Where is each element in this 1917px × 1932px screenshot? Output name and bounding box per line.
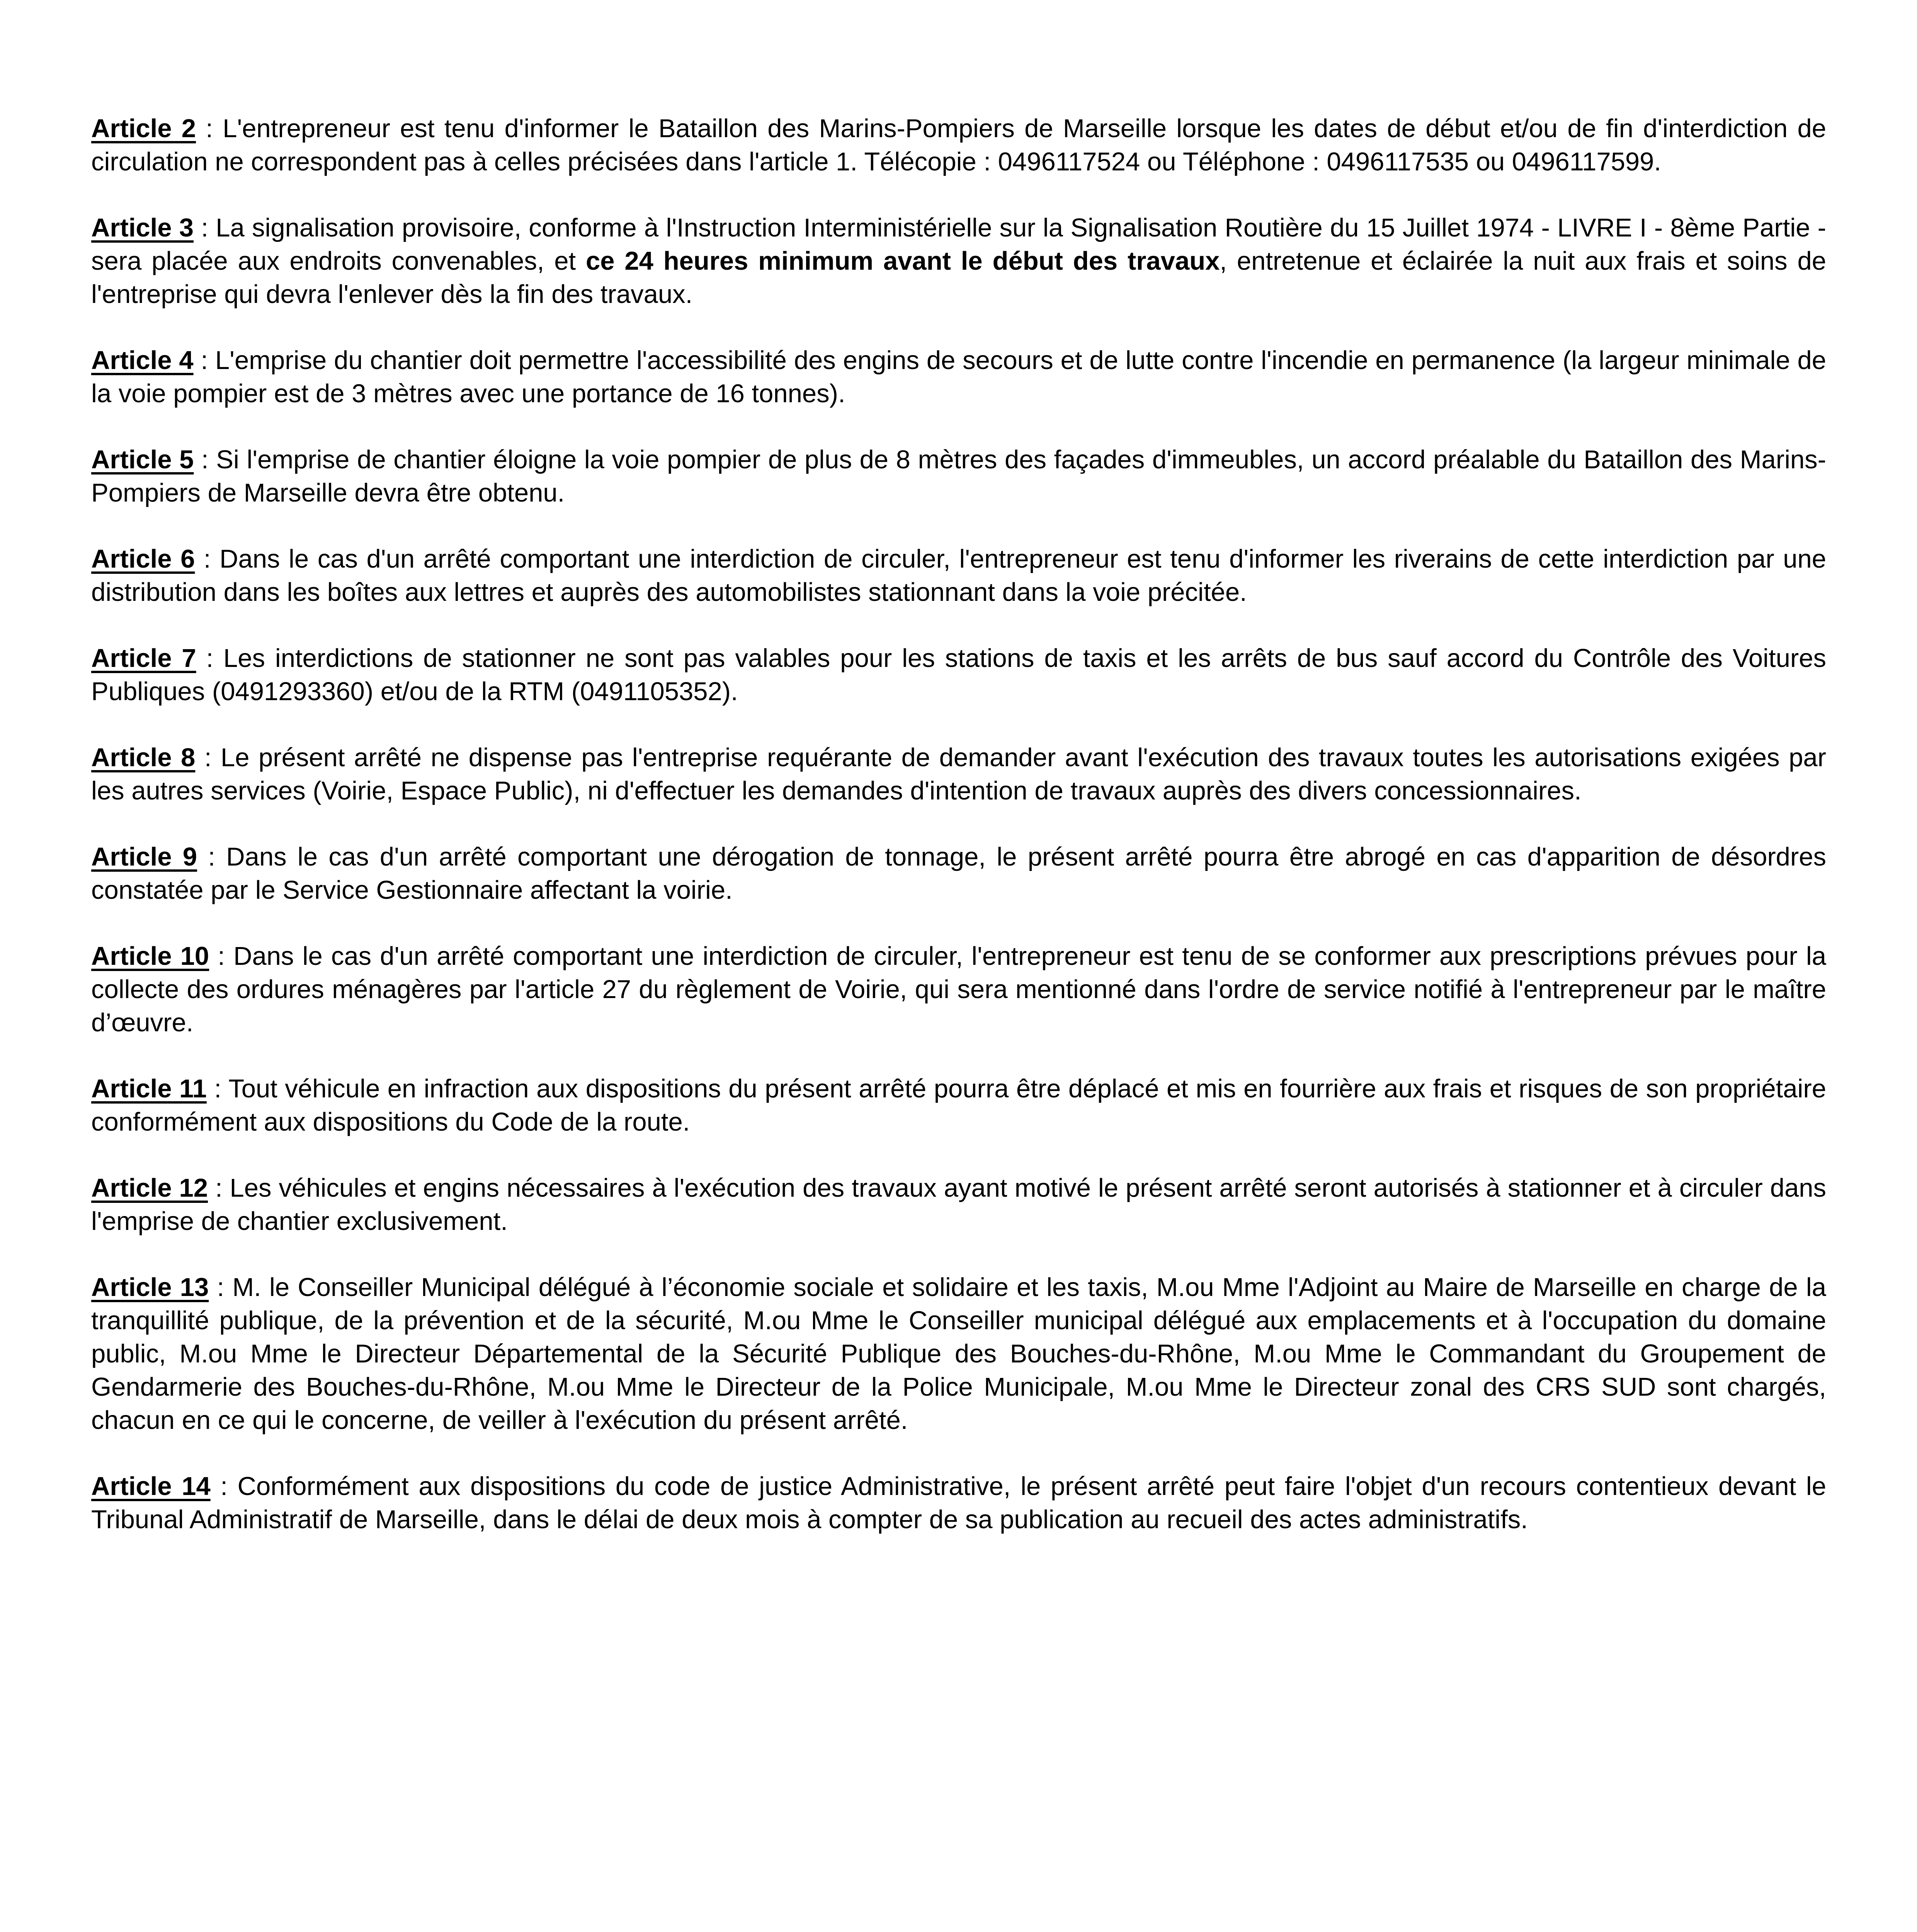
article-text: : La signalisation provisoire, conforme à l'Instruction Interministérielle sur la Signalisation Routière du 15 Juillet 1974 - LIVRE I - 8ème Partie - sera placée aux endroits convenables, et	[91, 213, 1826, 276]
article-text: : M. le Conseiller Municipal délégué à l’économie sociale et solidaire et les taxis, M.ou Mme l'Adjoint au Maire de Marseille en charge de la tranquillité publique, de la prévention et de la sécurité, M.ou Mme le Conseiller municipal délégué aux emplacements et à l'occupation du domaine public, M.ou Mme le Directeur Départemental de la Sécurité Publique des Bouches-du-Rhône, M.ou Mme le Commandant du Groupement de Gendarmerie des Bouches-du-Rhône, M.ou Mme le Directeur de la Police Municipale, M.ou Mme le Directeur zonal des CRS SUD sont chargés, chacun en ce qui le concerne, de veiller à l'exécution du présent arrêté.	[91, 1273, 1826, 1435]
article-label: Article 2	[91, 114, 196, 143]
article-text: , entretenue et éclairée la nuit aux frais et soins de l'entreprise qui devra l'enlever dès la fin des travaux.	[91, 247, 1826, 309]
article-13	[91, 1271, 1826, 1437]
article-text: : Conformément aux dispositions du code de justice Administrative, le présent arrêté peut faire l'objet d'un recours contentieux devant le Tribunal Administratif de Marseille, dans le délai de deux mois à compter de sa publication au recueil des actes administratifs.	[91, 1472, 1826, 1534]
article-text: : Le présent arrêté ne dispense pas l'entreprise requérante de demander avant l'exécution des travaux toutes les autorisations exigées par les autres services (Voirie, Espace Public), ni d'effectuer les demandes d'intention de travaux auprès des divers concessionnaires.	[91, 743, 1826, 805]
article-label: Article 3	[91, 213, 194, 242]
article-5	[91, 443, 1826, 510]
article-10	[91, 940, 1826, 1039]
article-label: Article 12	[91, 1173, 208, 1202]
article-4	[91, 344, 1826, 410]
article-3	[91, 211, 1826, 311]
article-2	[91, 112, 1826, 179]
article-text-emphasis: ce 24 heures minimum avant le début des travaux	[585, 247, 1220, 276]
article-label: Article 13	[91, 1273, 209, 1302]
article-text: : Tout véhicule en infraction aux dispositions du présent arrêté pourra être déplacé et mis en fourrière aux frais et risques de son propriétaire conformément aux dispositions du Code de la route.	[91, 1074, 1827, 1136]
article-label: Article 5	[91, 445, 194, 474]
articles-section	[91, 112, 1826, 1569]
article-text: : Les interdictions de stationner ne sont pas valables pour les stations de taxis et les arrêts de bus sauf accord du Contrôle des Voitures Publiques (0491293360) et/ou de la RTM (0491105352).	[91, 644, 1826, 706]
article-14	[91, 1470, 1826, 1536]
article-label: Article 4	[91, 346, 194, 375]
article-label: Article 9	[91, 842, 197, 871]
article-8	[91, 741, 1826, 808]
article-text: : L'emprise du chantier doit permettre l'accessibilité des engins de secours et de lutte contre l'incendie en permanence (la largeur minimale de la voie pompier est de 3 mètres avec une portance de 16 tonnes).	[91, 346, 1826, 408]
article-label: Article 6	[91, 544, 195, 573]
article-text: : Dans le cas d'un arrêté comportant une interdiction de circuler, l'entrepreneur est tenu d'informer les riverains de cette interdiction par une distribution dans les boîtes aux lettres et auprès des automobilistes stationnant dans la voie précitée.	[91, 544, 1826, 607]
article-6	[91, 543, 1826, 609]
article-text: : Dans le cas d'un arrêté comportant une interdiction de circuler, l'entrepreneur est tenu de se conformer aux prescriptions prévues pour la collecte des ordures ménagères par l'article 27 du règlement de Voirie, qui sera mentionné dans l'ordre de service notifié à l'entrepreneur par le maître d’œuvre.	[91, 942, 1826, 1037]
article-7	[91, 642, 1826, 708]
article-label: Article 14	[91, 1472, 211, 1501]
article-text: : Les véhicules et engins nécessaires à l'exécution des travaux ayant motivé le présent arrêté seront autorisés à stationner et à circuler dans l'emprise de chantier exclusivement.	[91, 1173, 1826, 1236]
article-label: Article 10	[91, 942, 209, 971]
article-11	[91, 1072, 1826, 1139]
article-label: Article 11	[91, 1074, 207, 1103]
article-text: : L'entrepreneur est tenu d'informer le Bataillon des Marins-Pompiers de Marseille lorsque les dates de début et/ou de fin d'interdiction de circulation ne correspondent pas à celles précisées dans l'article 1. Télécopie : 0496117524 ou Téléphone : 0496117535 ou 0496117599.	[91, 114, 1827, 176]
article-text: : Dans le cas d'un arrêté comportant une dérogation de tonnage, le présent arrêté pourra être abrogé en cas d'apparition de désordres constatée par le Service Gestionnaire affectant la voirie.	[91, 842, 1826, 905]
article-9	[91, 840, 1826, 907]
article-label: Article 7	[91, 644, 196, 673]
article-label: Article 8	[91, 743, 196, 772]
article-12	[91, 1172, 1826, 1238]
article-text: : Si l'emprise de chantier éloigne la voie pompier de plus de 8 mètres des façades d'immeubles, un accord préalable du Bataillon des Marins-Pompiers de Marseille devra être obtenu.	[91, 445, 1826, 507]
